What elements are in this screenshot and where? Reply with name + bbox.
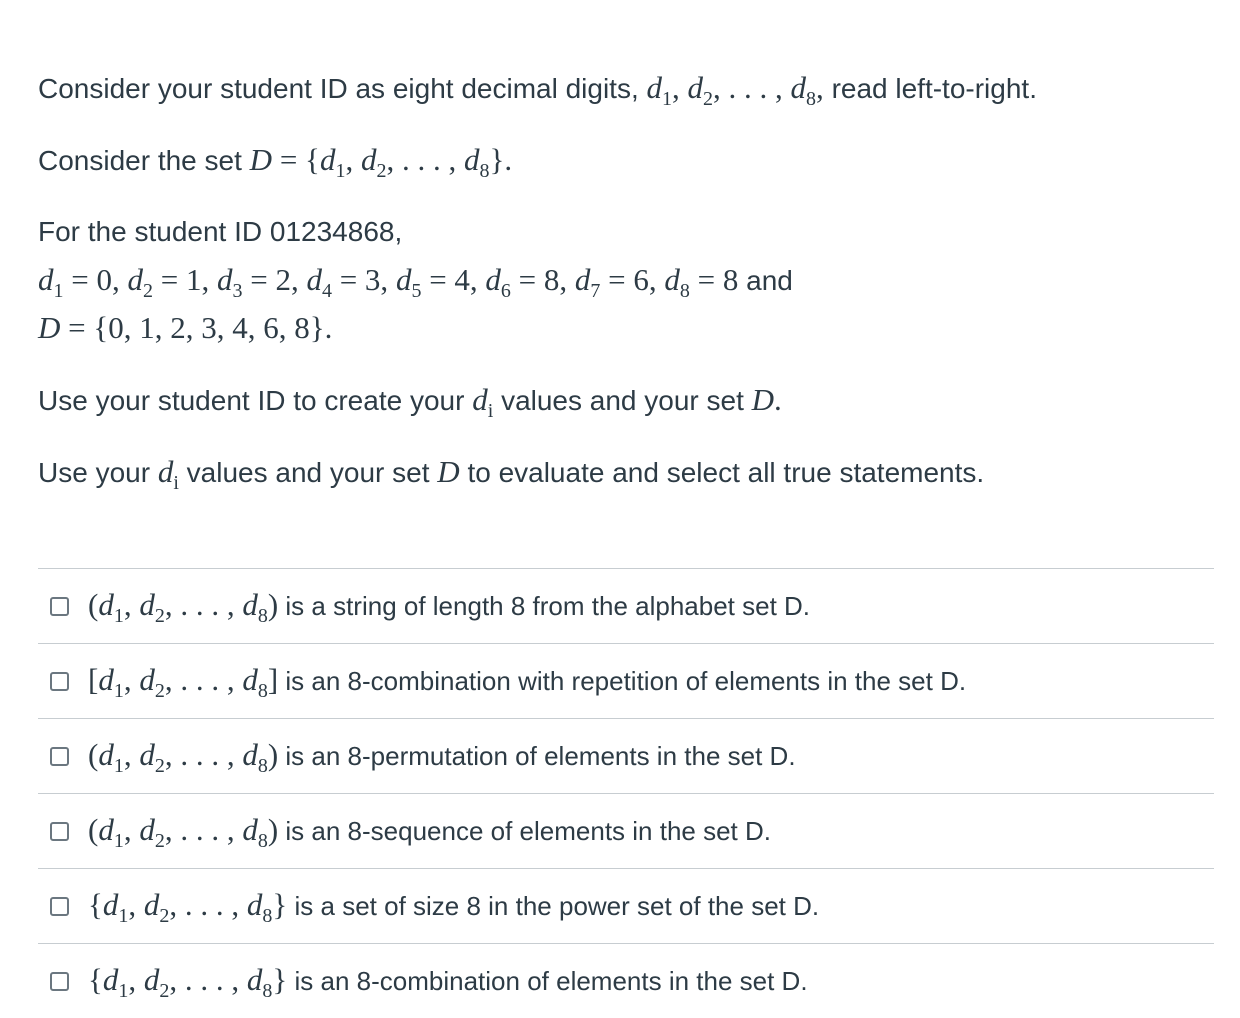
choice-label[interactable]: ($d_1$, $d_2$, . . . , $d_8$) is an 8-permutation of elements in the set D. bbox=[88, 737, 796, 778]
intro-line-1: Consider your student ID as eight decimal digits, $d_1$, $d_2$, . . . , $d_8$, read left-to-right. bbox=[38, 70, 1037, 111]
choice-label[interactable]: ($d_1$, $d_2$, . . . , $d_8$) is an 8-sequence of elements in the set D. bbox=[88, 812, 771, 853]
instruction-1: Use your student ID to create your $d_i$ values and your set D. bbox=[38, 382, 782, 423]
checkbox[interactable] bbox=[50, 597, 69, 616]
checkbox[interactable] bbox=[50, 747, 69, 766]
answer-choice[interactable] bbox=[38, 718, 1214, 793]
set-definition-math: $D = \{d_1$, $d_2$, . . . , $d_8$}. bbox=[249, 142, 513, 183]
checkbox[interactable] bbox=[50, 672, 69, 691]
answer-choice[interactable] bbox=[38, 793, 1214, 868]
example-digit-2: $d_2 = 1$, bbox=[127, 262, 217, 303]
example-digit-8: $d_8 = 8$ bbox=[664, 262, 747, 303]
choice-label[interactable]: ($d_1$, $d_2$, . . . , $d_8$) is a string of length 8 from the alphabet set D. bbox=[88, 587, 811, 628]
instruction-2: Use your $d_i$ values and your set D to evaluate and select all true statements. bbox=[38, 454, 985, 495]
checkbox[interactable] bbox=[50, 897, 69, 916]
choice-label[interactable]: {$d_1$, $d_2$, . . . , $d_8$} is an 8-combination of elements in the set D. bbox=[88, 962, 808, 1003]
checkbox[interactable] bbox=[50, 972, 69, 991]
example-digit-6: $d_6 = 8$, bbox=[485, 262, 575, 303]
example-digits: $d_1 = 0$, $d_2 = 1$, $d_3 = 2$, $d_4 = 3$, $d_5 = 4$, $d_6 = 8$, $d_7 = 6$, $d_8 = 8$ and bbox=[38, 262, 793, 303]
example-digit-7: $d_7 = 6$, bbox=[574, 262, 665, 303]
answer-choice[interactable] bbox=[38, 868, 1214, 943]
choice-label[interactable]: [$d_1$, $d_2$, . . . , $d_8$] is an 8-combination with repetition of elements in the set D. bbox=[88, 662, 967, 703]
example-set-math: D = {0, 1, 2, 3, 4, 6, 8}. bbox=[38, 310, 333, 345]
intro-line-2: Consider the set $D = \{d_1$, $d_2$, . . . , $d_8$}. bbox=[38, 142, 513, 183]
answer-choices-list bbox=[38, 568, 1214, 1018]
answer-choice[interactable] bbox=[38, 643, 1214, 718]
checkbox[interactable] bbox=[50, 822, 69, 841]
example-digit-4: $d_4 = 3$, bbox=[306, 262, 396, 303]
answer-choice[interactable] bbox=[38, 943, 1214, 1018]
example-digit-1: $d_1 = 0$, bbox=[38, 262, 128, 303]
example-digit-3: $d_3 = 2$, bbox=[216, 262, 307, 303]
choice-label[interactable]: {$d_1$, $d_2$, . . . , $d_8$} is a set of size 8 in the power set of the set D. bbox=[88, 887, 820, 928]
example-heading: For the student ID 01234868, bbox=[38, 216, 403, 247]
example-set bbox=[38, 310, 332, 347]
digits-sequence-math: $d_1$, $d_2$, . . . , $d_8$, bbox=[646, 70, 824, 111]
answer-choice[interactable] bbox=[38, 568, 1214, 643]
example-digit-5: $d_5 = 4$, bbox=[395, 262, 486, 303]
example-digits-math bbox=[38, 262, 747, 303]
